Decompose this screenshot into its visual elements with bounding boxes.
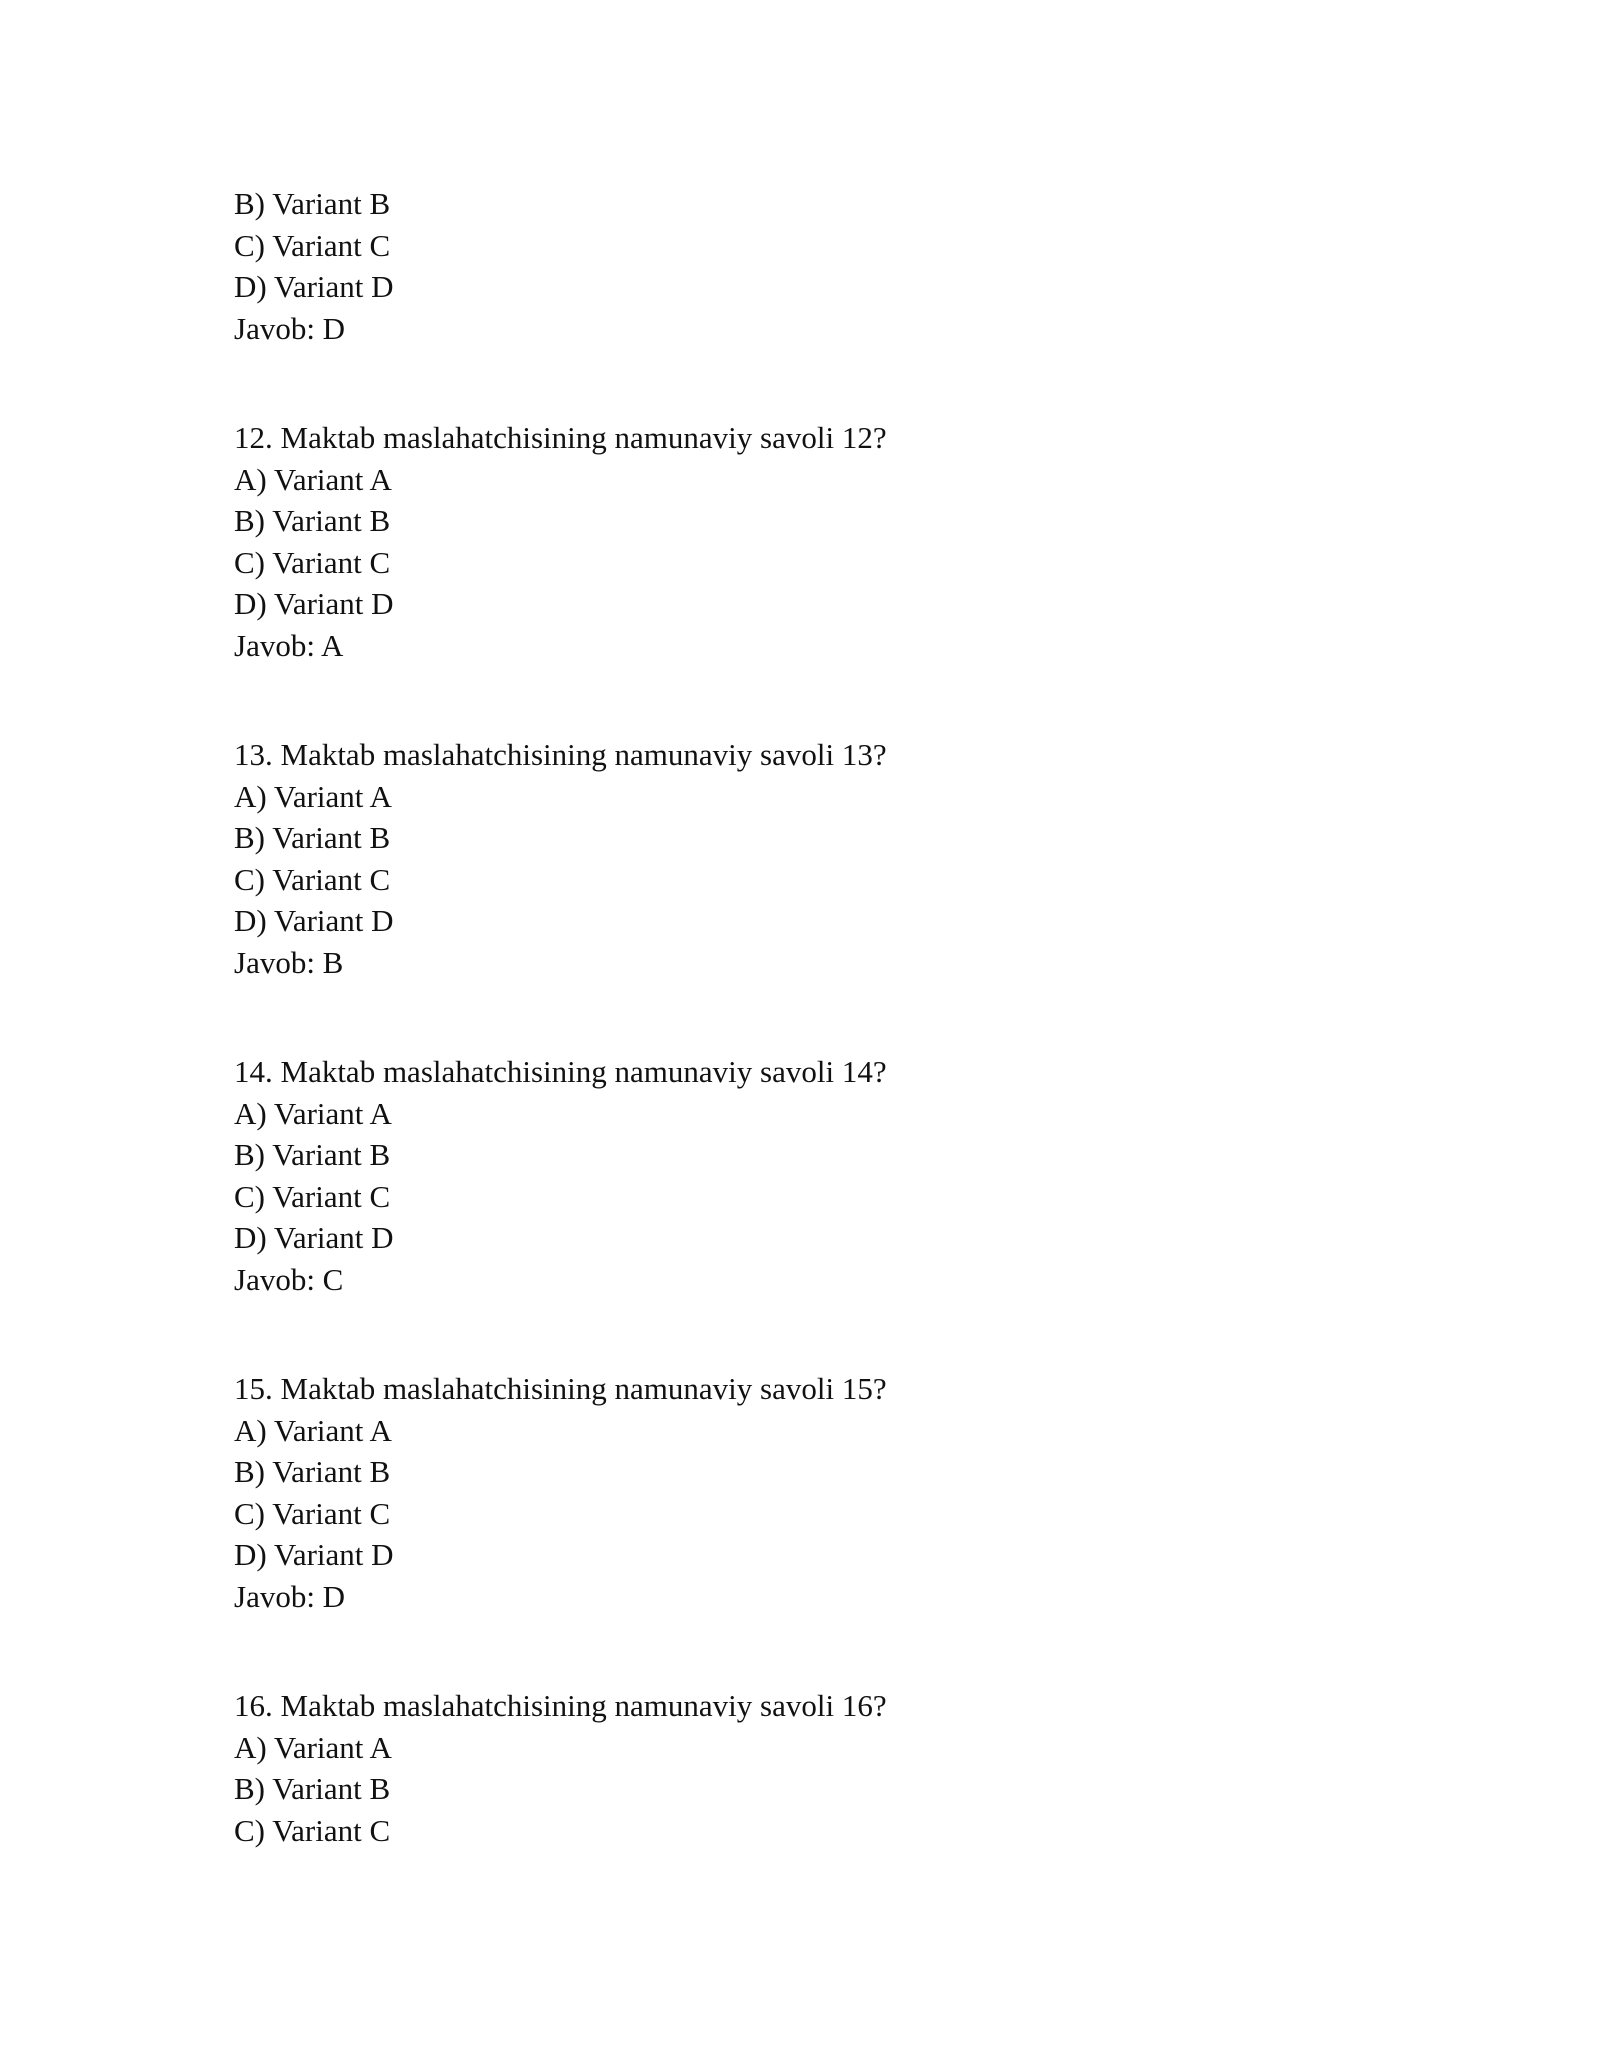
question-text: 14. Maktab maslahatchisining namunaviy savoli 14? bbox=[234, 1054, 887, 1089]
question-block-13 bbox=[234, 734, 1364, 983]
option-a: A) Variant A bbox=[234, 778, 392, 814]
option-b: B) Variant B bbox=[234, 820, 391, 855]
block-spacer bbox=[234, 983, 1364, 1051]
question-block-12 bbox=[234, 417, 1364, 666]
option-d: D) Variant D bbox=[234, 269, 394, 304]
option-a: A) Variant A bbox=[234, 461, 392, 497]
option-d: D) Variant D bbox=[234, 903, 394, 938]
option-a: A) Variant A bbox=[234, 1095, 392, 1131]
answer-line: Javob: C bbox=[234, 1261, 344, 1297]
question-text: 15. Maktab maslahatchisining namunaviy savoli 15? bbox=[234, 1371, 887, 1406]
question-block-16 bbox=[234, 1685, 1364, 1851]
option-a: A) Variant A bbox=[234, 1729, 392, 1765]
option-d: D) Variant D bbox=[234, 1220, 394, 1255]
option-a: A) Variant A bbox=[234, 1412, 392, 1448]
answer-line: Javob: D bbox=[234, 310, 346, 346]
option-c: C) Variant C bbox=[234, 227, 391, 263]
option-b: B) Variant B bbox=[234, 186, 391, 221]
option-c: C) Variant C bbox=[234, 1495, 391, 1531]
question-text: 12. Maktab maslahatchisining namunaviy savoli 12? bbox=[234, 420, 887, 455]
question-block-fragment bbox=[234, 183, 1364, 349]
option-b: B) Variant B bbox=[234, 1454, 391, 1489]
option-b: B) Variant B bbox=[234, 1771, 391, 1806]
option-c: C) Variant C bbox=[234, 1812, 391, 1848]
document-content bbox=[234, 183, 1364, 1851]
option-c: C) Variant C bbox=[234, 544, 391, 580]
option-b: B) Variant B bbox=[234, 1137, 391, 1172]
block-spacer bbox=[234, 1617, 1364, 1685]
option-d: D) Variant D bbox=[234, 1537, 394, 1572]
question-block-14 bbox=[234, 1051, 1364, 1300]
block-spacer bbox=[234, 349, 1364, 417]
option-d: D) Variant D bbox=[234, 586, 394, 621]
option-c: C) Variant C bbox=[234, 1178, 391, 1214]
block-spacer bbox=[234, 1300, 1364, 1368]
answer-line: Javob: A bbox=[234, 627, 344, 663]
answer-line: Javob: B bbox=[234, 944, 344, 980]
block-spacer bbox=[234, 666, 1364, 734]
answer-line: Javob: D bbox=[234, 1578, 346, 1614]
question-block-15 bbox=[234, 1368, 1364, 1617]
question-text: 16. Maktab maslahatchisining namunaviy savoli 16? bbox=[234, 1688, 887, 1723]
question-text: 13. Maktab maslahatchisining namunaviy savoli 13? bbox=[234, 737, 887, 772]
option-b: B) Variant B bbox=[234, 503, 391, 538]
option-c: C) Variant C bbox=[234, 861, 391, 897]
